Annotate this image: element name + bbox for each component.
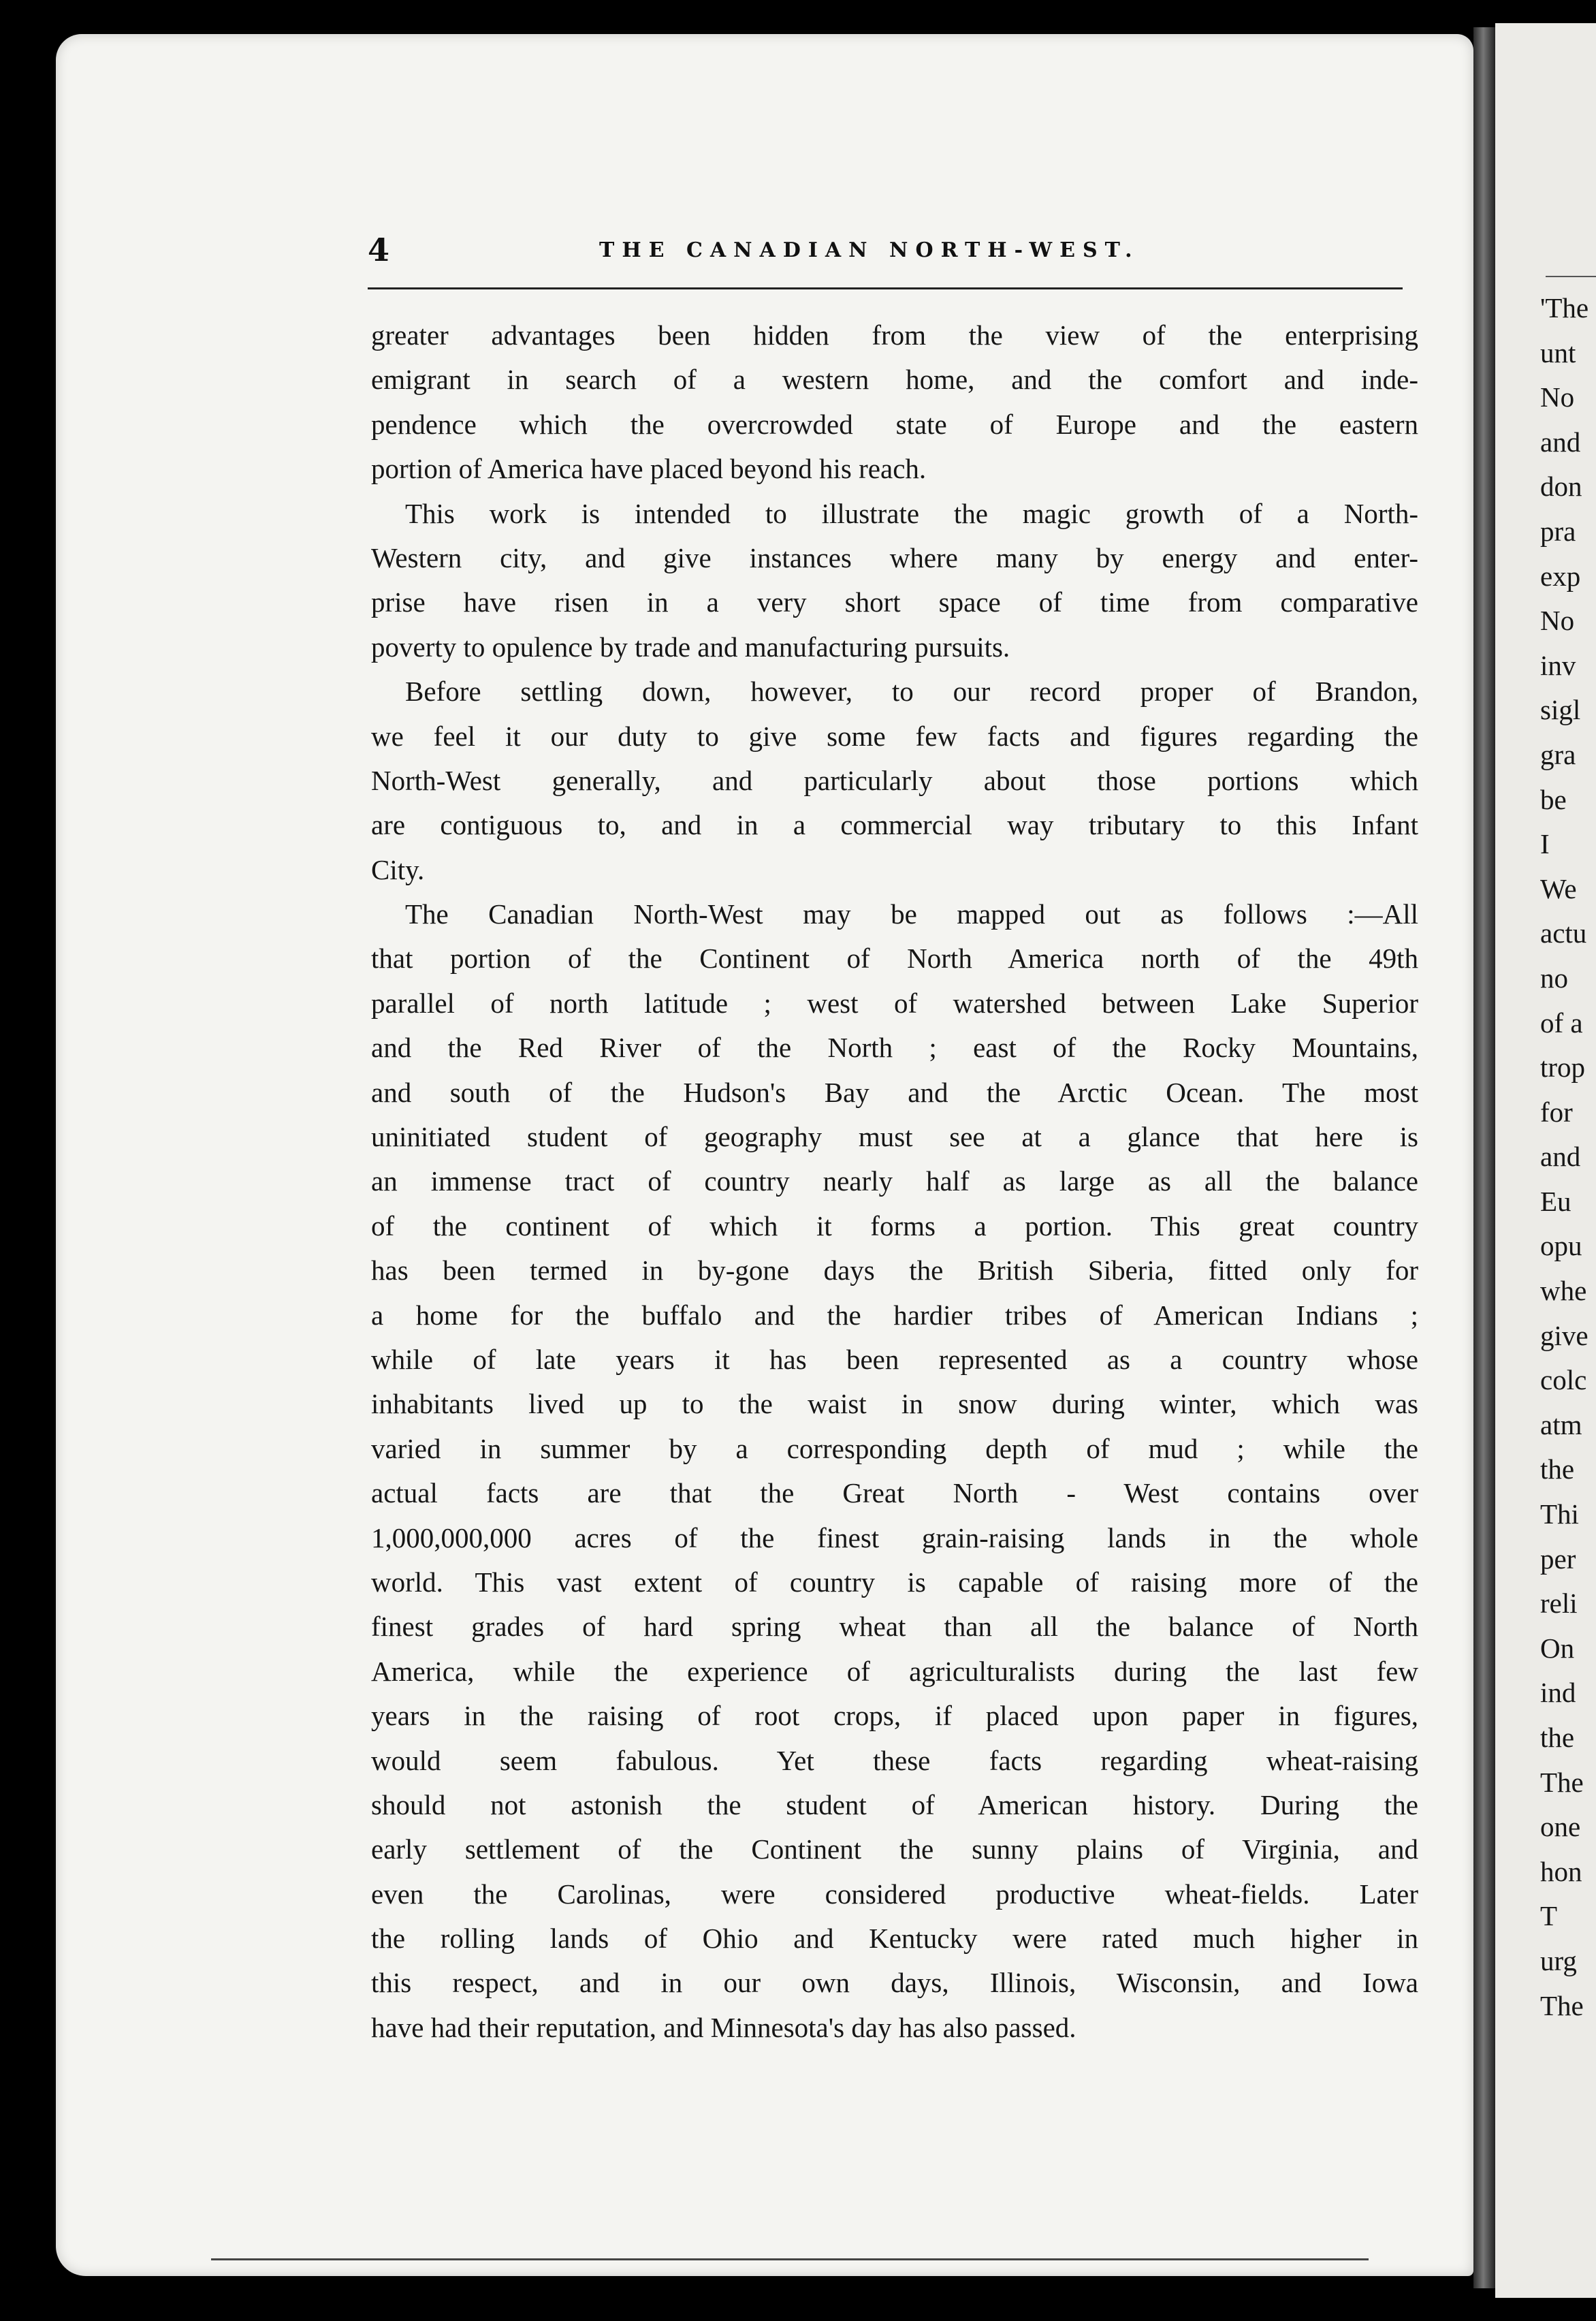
facing-page-fragment: sigl (1540, 694, 1581, 726)
facing-page-fragment: gra (1540, 738, 1576, 770)
facing-page-text-fragments (1540, 286, 1596, 2028)
facing-page-fragment: urg (1540, 1944, 1577, 1976)
text-line: the rolling lands of Ohio and Kentucky were rated much higher in (371, 1923, 1418, 1955)
facing-page-fragment: and (1540, 426, 1581, 458)
facing-page-fragment: don (1540, 471, 1582, 503)
text-line: parallel of north latitude ; west of watershed between Lake Superior (371, 987, 1418, 1019)
header-rule (368, 287, 1403, 289)
text-line: are contiguous to, and in a commercial way tributary to this Infant (371, 809, 1418, 841)
text-line: should not astonish the student of American history. During the (371, 1788, 1418, 1820)
facing-page-fragment: hon (1540, 1855, 1582, 1887)
facing-page-fragment: No (1540, 381, 1575, 413)
text-line: early settlement of the Continent the sunny plains of Virginia, and (371, 1833, 1418, 1865)
facing-page-fragment: whe (1540, 1275, 1587, 1307)
facing-page-fragment: be (1540, 783, 1567, 815)
text-line: North-West generally, and particularly about those portions which (371, 764, 1418, 796)
facing-page-header-rule (1546, 276, 1596, 277)
facing-page-fragment: No (1540, 605, 1575, 637)
facing-page-fragment: T (1540, 1900, 1558, 1932)
paragraph (371, 669, 1418, 892)
text-line: we feel it our duty to give some few facts and figures regarding the (371, 720, 1418, 752)
facing-page-fragment: no (1540, 962, 1568, 994)
facing-page-fragment: unt (1540, 336, 1576, 368)
facing-page-fragment: The (1540, 1989, 1584, 2021)
text-line: years in the raising of root crops, if placed upon paper in figures, (371, 1700, 1418, 1732)
text-line: greater advantages been hidden from the view of the enterprising (371, 319, 1418, 351)
paragraph (371, 492, 1418, 670)
page-header (368, 232, 1403, 279)
text-line: actual facts are that the Great North - West contains over (371, 1477, 1418, 1509)
facing-page-fragment: of a (1540, 1007, 1583, 1039)
text-line: emigrant in search of a western home, and the comfort and inde- (371, 364, 1418, 396)
text-line: finest grades of hard spring wheat than all the balance of North (371, 1611, 1418, 1643)
facing-page-fragment: one (1540, 1811, 1581, 1843)
paragraph (371, 313, 1418, 492)
facing-page-fragment: Thi (1540, 1498, 1579, 1530)
text-line: Before settling down, however, to our record proper of Brandon, (405, 676, 1418, 708)
facing-page-fragment: 'The (1540, 292, 1589, 323)
text-line: that portion of the Continent of North America north of the 49th (371, 943, 1418, 975)
facing-page-fragment: trop (1540, 1052, 1586, 1084)
text-line: prise have risen in a very short space of time from comparative (371, 586, 1418, 618)
page-number: 4 (368, 232, 390, 268)
body-text (371, 313, 1418, 2050)
text-line: have had their reputation, and Minnesota's day has also passed. (371, 2011, 1076, 2043)
paragraph (371, 892, 1418, 2050)
text-line: Western city, and give instances where many by energy and enter- (371, 541, 1418, 573)
text-line: while of late years it has been represented as a country whose (371, 1343, 1418, 1375)
text-line: has been termed in by-gone days the British Siberia, fitted only for (371, 1254, 1418, 1286)
text-line: America, while the experience of agriculturalists during the last few (371, 1655, 1418, 1687)
facing-page-fragment: reli (1540, 1588, 1578, 1620)
text-line: world. This vast extent of country is capable of raising more of the (371, 1566, 1418, 1598)
text-line: inhabitants lived up to the waist in snow during winter, which was (371, 1388, 1418, 1420)
text-line: 1,000,000,000 acres of the finest grain-raising lands in the whole (371, 1521, 1418, 1553)
text-line: poverty to opulence by trade and manufacturing pursuits. (371, 631, 1010, 663)
text-line: and the Red River of the North ; east of the Rocky Mountains, (371, 1032, 1418, 1064)
facing-page-fragment: actu (1540, 917, 1587, 949)
text-line: even the Carolinas, were considered productive wheat-fields. Later (371, 1878, 1418, 1910)
text-line: an immense tract of country nearly half as large as all the balance (371, 1165, 1418, 1197)
facing-page-fragment: Eu (1540, 1185, 1571, 1217)
text-line: This work is intended to illustrate the magic growth of a North- (405, 497, 1418, 529)
book-gutter (1473, 27, 1495, 2288)
text-line: pendence which the overcrowded state of Europe and the eastern (371, 408, 1418, 440)
facing-page-fragment: opu (1540, 1230, 1582, 1262)
facing-page-fragment: for (1540, 1096, 1573, 1128)
text-line: and south of the Hudson's Bay and the Arctic Ocean. The most (371, 1076, 1418, 1108)
text-line: of the continent of which it forms a portion. This great country (371, 1210, 1418, 1242)
facing-page-fragment: exp (1540, 560, 1581, 592)
text-line: portion of America have placed beyond his reach. (371, 453, 927, 485)
facing-page-fragment: I (1540, 828, 1550, 860)
facing-page-fragment: atm (1540, 1408, 1582, 1440)
text-line: The Canadian North-West may be mapped out as follows :—All (405, 898, 1418, 930)
text-line: uninitiated student of geography must see at a glance that here is (371, 1121, 1418, 1153)
text-line: varied in summer by a corresponding depth of mud ; while the (371, 1432, 1418, 1464)
running-head: THE CANADIAN NORTH-WEST. (599, 238, 1140, 262)
facing-page-fragment: The (1540, 1766, 1584, 1798)
text-line: City. (371, 853, 425, 885)
text-line: a home for the buffalo and the hardier tribes of American Indians ; (371, 1299, 1418, 1331)
facing-page-fragment: the (1540, 1722, 1575, 1753)
page-bottom-edge (211, 2258, 1369, 2260)
facing-page-fragment: give (1540, 1319, 1589, 1351)
facing-page-fragment: per (1540, 1543, 1576, 1575)
text-line: would seem fabulous. Yet these facts regarding wheat-raising (371, 1744, 1418, 1776)
facing-page-fragment: We (1540, 872, 1577, 904)
text-line: this respect, and in our own days, Illinois, Wisconsin, and Iowa (371, 1967, 1418, 1999)
facing-page-fragment: On (1540, 1632, 1575, 1664)
facing-page-fragment: ind (1540, 1677, 1576, 1709)
facing-page-fragment: pra (1540, 515, 1576, 547)
facing-page-fragment: inv (1540, 649, 1576, 681)
facing-page-fragment: the (1540, 1453, 1575, 1485)
facing-page-fragment: colc (1540, 1364, 1587, 1396)
facing-page-fragment: and (1540, 1141, 1581, 1173)
